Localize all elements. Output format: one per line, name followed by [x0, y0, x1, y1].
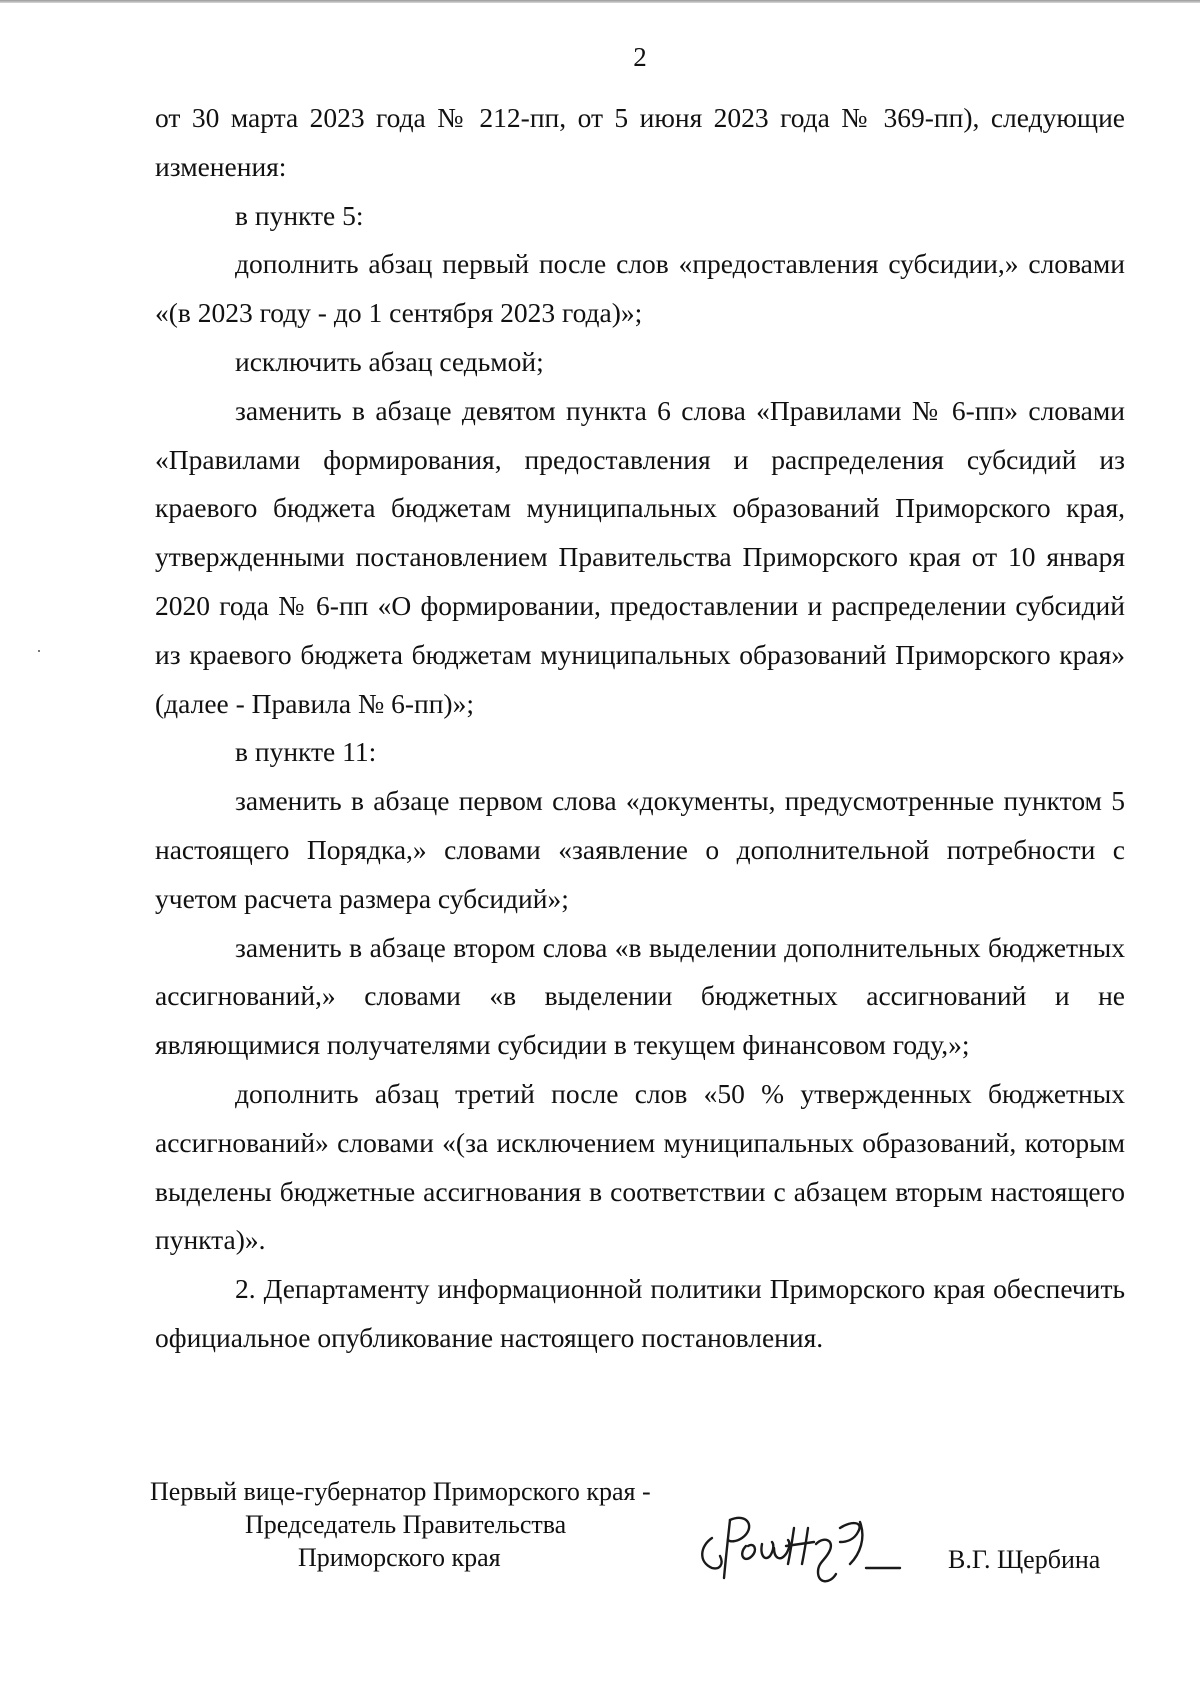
paragraph-item-2: 2. Департаменту информационной политики Приморского края обеспечить официальное опубликование настоящего постановления. [155, 1273, 1125, 1353]
scan-speck [38, 650, 40, 652]
paragraph-amend-first-abzac: дополнить абзац первый после слов «предоставления субсидии,» словами «(в 2023 году - до 1 сентября 2023 года)»; [155, 248, 1125, 329]
paragraph-continuation: от 30 марта 2023 года № 212-пп, от 5 июня 2023 года № 369-пп), следующие изменения: [155, 102, 1125, 182]
position-line-1: Первый вице-губернатор Приморского края - [150, 1477, 651, 1506]
handwritten-signature [690, 1498, 950, 1598]
paragraph-point-11-heading: в пункте 11: [235, 736, 377, 768]
scan-top-edge [0, 0, 1200, 3]
paragraph-replace-ninth: заменить в абзаце девятом пункта 6 слова «Правилами № 6-пп» словами «Правилами формирования, предоставления и распределения субсидий из краевого бюджета бюджетам муниципальных образований Приморского края, утвержденными постановлением Правительства Приморского края от 10 января 2020 года № 6-пп «О формировании, предоставлении и распределении субсидий из краевого бюджета бюджетам муниципальных образований Приморского края» (далее - Правила № 6-пп)»; [155, 394, 1125, 719]
paragraph-replace-first: заменить в абзаце первом слова «документы, предусмотренные пунктом 5 настоящего Порядка,» словами «заявление о дополнительной потребности с учетом расчета размера субсидий»; [155, 785, 1125, 914]
paragraph-replace-second: заменить в абзаце втором слова «в выделении дополнительных бюджетных ассигнований,» словами «в выделении бюджетных ассигнований и не являющимися получателями субсидии в текущем финансовом году,»; [155, 931, 1125, 1061]
position-line-2: Председатель Правительства [245, 1510, 567, 1539]
position-line-3: Приморского края [298, 1543, 501, 1572]
signatory-position [150, 1475, 730, 1574]
paragraph-exclude-seventh: исключить абзац седьмой; [235, 345, 544, 377]
paragraph-point-5-heading: в пункте 5: [235, 199, 364, 231]
paragraph-amend-third: дополнить абзац третий после слов «50 % утвержденных бюджетных ассигнований» словами «(за исключением муниципальных образований, которым выделены бюджетные ассигнования в соответствии с абзацем вторым настоящего пункта)». [155, 1077, 1125, 1256]
page-number: 2 [633, 42, 647, 72]
signer-name: В.Г. Щербина [948, 1545, 1101, 1574]
document-body [155, 94, 1125, 1363]
